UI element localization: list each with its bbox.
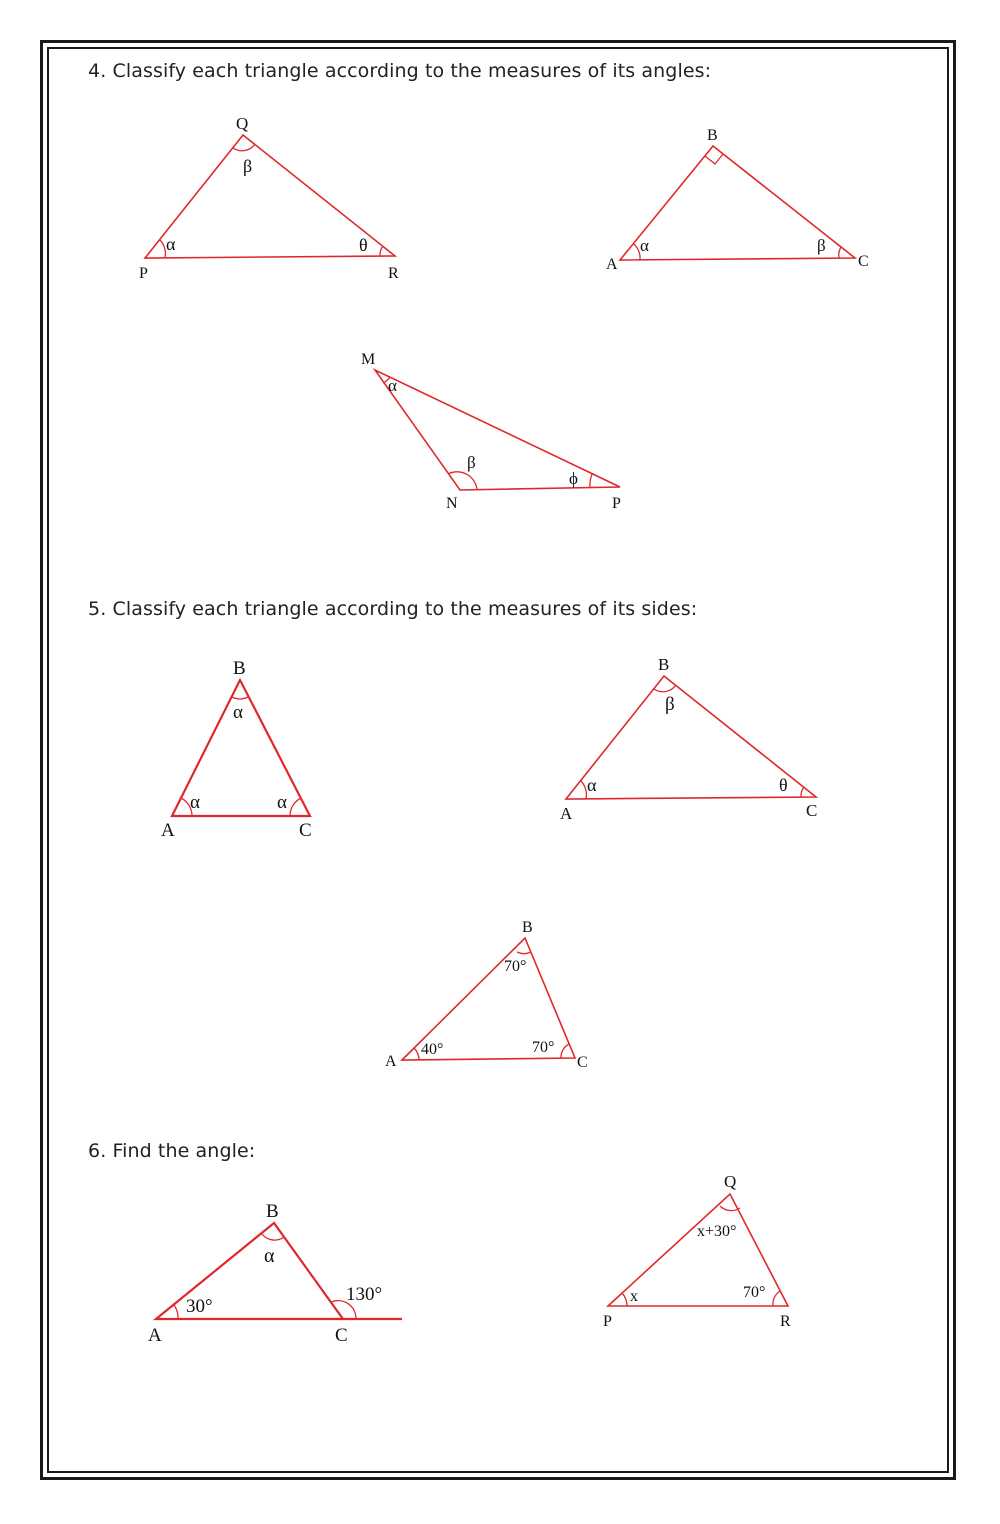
q6-t1-angle-a: 30° (186, 1296, 213, 1317)
q4-t3-angle-m: α (388, 376, 397, 395)
q4-triangle-abc (606, 127, 869, 273)
q4-t3-vertex-n: N (446, 495, 458, 512)
q4-t2-vertex-b: B (707, 127, 718, 144)
q5-t2-vertex-b: B (658, 655, 670, 674)
q4-t1-vertex-r: R (388, 265, 399, 282)
q5-t2-angle-a: α (587, 775, 597, 795)
q6-t1-vertex-b: B (266, 1201, 279, 1222)
q6-t2-vertex-q: Q (724, 1172, 737, 1191)
q5-t3-angle-b: 70° (504, 958, 527, 975)
q5-t2-angle-b: β (665, 694, 675, 715)
q4-t2-vertex-a: A (606, 256, 618, 273)
q6-t2-angle-r: 70° (743, 1284, 766, 1301)
q5-t1-vertex-b: B (233, 658, 246, 679)
q6-t2-angle-p: x (630, 1288, 638, 1305)
q4-t1-vertex-q: Q (236, 114, 249, 133)
q6-t1-angle-b: α (264, 1245, 275, 1267)
q5-t1-vertex-a: A (161, 820, 175, 841)
q4-t1-angle-q: β (243, 156, 253, 176)
q5-t2-vertex-c: C (806, 801, 818, 820)
q6-t2-vertex-r: R (780, 1313, 791, 1330)
q4-t1-vertex-p: P (139, 265, 148, 282)
q5-t1-angle-b: α (233, 702, 243, 723)
q6-triangle-exterior-angle (148, 1201, 402, 1346)
q5-t1-vertex-c: C (299, 820, 312, 841)
q5-t3-vertex-a: A (385, 1053, 397, 1070)
q5-triangle-scalene (560, 655, 817, 823)
q5-t1-angle-c: α (277, 792, 287, 813)
q5-t3-vertex-b: B (522, 919, 533, 936)
q6-t1-vertex-c: C (335, 1325, 348, 1346)
q5-t2-vertex-a: A (560, 804, 573, 823)
q4-triangle-pqr (139, 114, 399, 282)
q5-t3-angle-a: 40° (421, 1041, 444, 1058)
question-6: 6. Find the angle: (88, 1140, 256, 1162)
q5-t3-angle-c: 70° (532, 1039, 555, 1056)
q6-triangle-algebraic (603, 1172, 791, 1330)
q5-t2-angle-c: θ (779, 775, 788, 795)
q5-triangle-isosceles (385, 919, 588, 1071)
q6-t1-vertex-a: A (148, 1325, 162, 1346)
q6-t2-vertex-p: P (603, 1313, 612, 1330)
q4-t3-vertex-p: P (612, 495, 621, 512)
q4-t2-angle-a: α (640, 236, 649, 255)
q4-t2-angle-c: β (817, 236, 826, 255)
q5-t1-angle-a: α (190, 792, 200, 813)
q4-t3-angle-n: β (467, 453, 476, 472)
q5-t3-vertex-c: C (577, 1054, 588, 1071)
q4-t3-vertex-m: M (361, 351, 376, 368)
q5-triangle-equilateral (161, 658, 312, 841)
q4-t3-angle-p: ϕ (569, 469, 578, 488)
q6-t1-angle-exterior: 130° (346, 1284, 383, 1305)
question-5: 5. Classify each triangle according to the measures of its sides: (88, 598, 698, 620)
q4-triangle-mnp (361, 351, 621, 512)
q4-t2-vertex-c: C (858, 253, 869, 270)
q4-t1-angle-r: θ (359, 235, 368, 255)
question-4: 4. Classify each triangle according to the measures of its angles: (88, 60, 712, 82)
q4-t1-angle-p: α (166, 234, 176, 254)
q6-t2-angle-q: x+30° (697, 1223, 737, 1240)
